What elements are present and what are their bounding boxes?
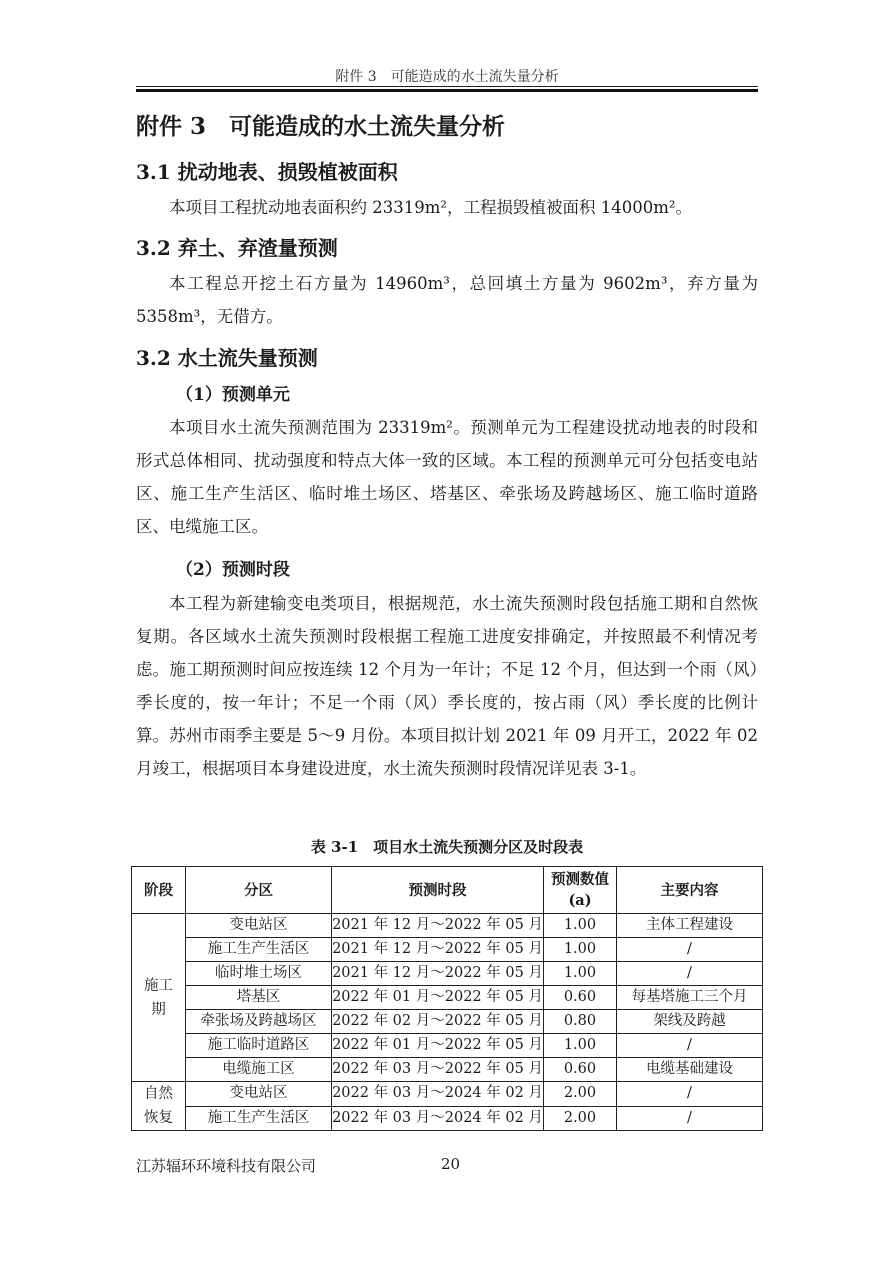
cell-value: 1.00: [544, 1034, 617, 1058]
cell-period: 2022 年 01 月～2022 年 05 月: [332, 986, 544, 1010]
table-row: [132, 986, 763, 1010]
subheading-prediction-unit: （1）预测单元: [176, 385, 290, 405]
cell-zone: 临时堆土场区: [186, 962, 332, 986]
cell-zone: 变电站区: [186, 914, 332, 938]
stage-recovery: [132, 1082, 186, 1131]
cell-content: 电缆基础建设: [617, 1058, 763, 1082]
header-value: 预测数值(a): [544, 867, 617, 914]
table-row: [132, 1058, 763, 1082]
section-3-2-heading: 3.2 弃土、弃渣量预测: [136, 236, 338, 260]
footer-company: 江苏辐环环境科技有限公司: [136, 1157, 317, 1175]
cell-period: 2022 年 03 月～2024 年 02 月: [332, 1106, 544, 1131]
cell-content: /: [617, 962, 763, 986]
page-number: 20: [441, 1155, 461, 1173]
prediction-table: [131, 866, 763, 1131]
subheading-prediction-period: （2）预测时段: [176, 560, 290, 580]
page-title: 附件 3 可能造成的水土流失量分析: [136, 113, 506, 140]
cell-value: 2.00: [544, 1106, 617, 1131]
cell-value: 0.60: [544, 1058, 617, 1082]
prediction-unit-text: 本项目水土流失预测范围为 23319m²。预测单元为工程建设扰动地表的时段和形式总体相同、扰动强度和特点大体一致的区域。本工程的预测单元可分包括变电站区、施工生产生活区、临时堆土场区、塔基区、牵张场及跨越场区、施工临时道路区、电缆施工区。: [136, 418, 758, 536]
cell-content: 架线及跨越: [617, 1010, 763, 1034]
table-row: [132, 1106, 763, 1131]
stage-recovery-label: 自然恢复: [143, 1086, 173, 1126]
cell-value: 1.00: [544, 914, 617, 938]
running-header: 附件 3 可能造成的水土流失量分析: [335, 69, 559, 85]
section-3-3-heading: 3.2 水土流失量预测: [136, 346, 318, 370]
table-row: [132, 1034, 763, 1058]
cell-period: 2022 年 03 月～2022 年 05 月: [332, 1058, 544, 1082]
cell-zone: 施工生产生活区: [186, 938, 332, 962]
table-row: [132, 1010, 763, 1034]
table-row: [132, 1082, 763, 1107]
header-zone: 分区: [186, 867, 332, 914]
cell-content: /: [617, 1106, 763, 1131]
cell-value: 2.00: [544, 1082, 617, 1107]
stage-construction-label: 施工期: [143, 977, 173, 1018]
section-3-2-text: 本工程总开挖土石方量为 14960m³，总回填土方量为 9602m³，弃方量为 5358m³，无借方。: [136, 274, 758, 326]
table-row: [132, 938, 763, 962]
section-3-1-text: 本项目工程扰动地表面积约 23319m²，工程损毁植被面积 14000m²。: [169, 198, 692, 217]
header-stage: 阶段: [132, 867, 186, 914]
header-content: 主要内容: [617, 867, 763, 914]
cell-content: /: [617, 1082, 763, 1107]
cell-zone: 塔基区: [186, 986, 332, 1010]
cell-zone: 变电站区: [186, 1082, 332, 1107]
stage-construction: [132, 914, 186, 1082]
cell-value: 1.00: [544, 962, 617, 986]
cell-value: 1.00: [544, 938, 617, 962]
cell-period: 2022 年 01 月～2022 年 05 月: [332, 1034, 544, 1058]
cell-period: 2021 年 12 月～2022 年 05 月: [332, 914, 544, 938]
header-rule-thick: [136, 89, 758, 92]
header-period: 预测时段: [332, 867, 544, 914]
cell-content: 每基塔施工三个月: [617, 986, 763, 1010]
cell-value: 0.80: [544, 1010, 617, 1034]
section-3-1-heading: 3.1 扰动地表、损毁植被面积: [136, 160, 398, 184]
cell-period: 2022 年 02 月～2022 年 05 月: [332, 1010, 544, 1034]
cell-period: 2021 年 12 月～2022 年 05 月: [332, 962, 544, 986]
table-header-row: [132, 867, 763, 914]
table-caption: 表 3-1 项目水土流失预测分区及时段表: [310, 838, 584, 856]
table-row: [132, 962, 763, 986]
cell-zone: 施工生产生活区: [186, 1106, 332, 1131]
cell-zone: 牵张场及跨越场区: [186, 1010, 332, 1034]
cell-period: 2022 年 03 月～2024 年 02 月: [332, 1082, 544, 1107]
header-rule-thin: [136, 86, 758, 87]
cell-zone: 电缆施工区: [186, 1058, 332, 1082]
table-row: [132, 914, 763, 938]
cell-content: /: [617, 938, 763, 962]
cell-content: 主体工程建设: [617, 914, 763, 938]
prediction-period-text: 本工程为新建输变电类项目，根据规范，水土流失预测时段包括施工期和自然恢复期。各区域水土流失预测时段根据工程施工进度安排确定，并按照最不利情况考虑。施工期预测时间应按连续 12 个月为一年计；不足 12 个月，但达到一个雨（风）季长度的，按一年计；不足一个雨（风）季长度的，按占雨（风）季长度的比例计算。苏州市雨季主要是 5～9 月份。本项目拟计划 2021 年 09 月开工，2022 年 02 月竣工，根据项目本身建设进度，水土流失预测时段情况详见表 3-1。: [136, 594, 758, 778]
cell-content: /: [617, 1034, 763, 1058]
cell-period: 2021 年 12 月～2022 年 05 月: [332, 938, 544, 962]
cell-value: 0.60: [544, 986, 617, 1010]
cell-zone: 施工临时道路区: [186, 1034, 332, 1058]
